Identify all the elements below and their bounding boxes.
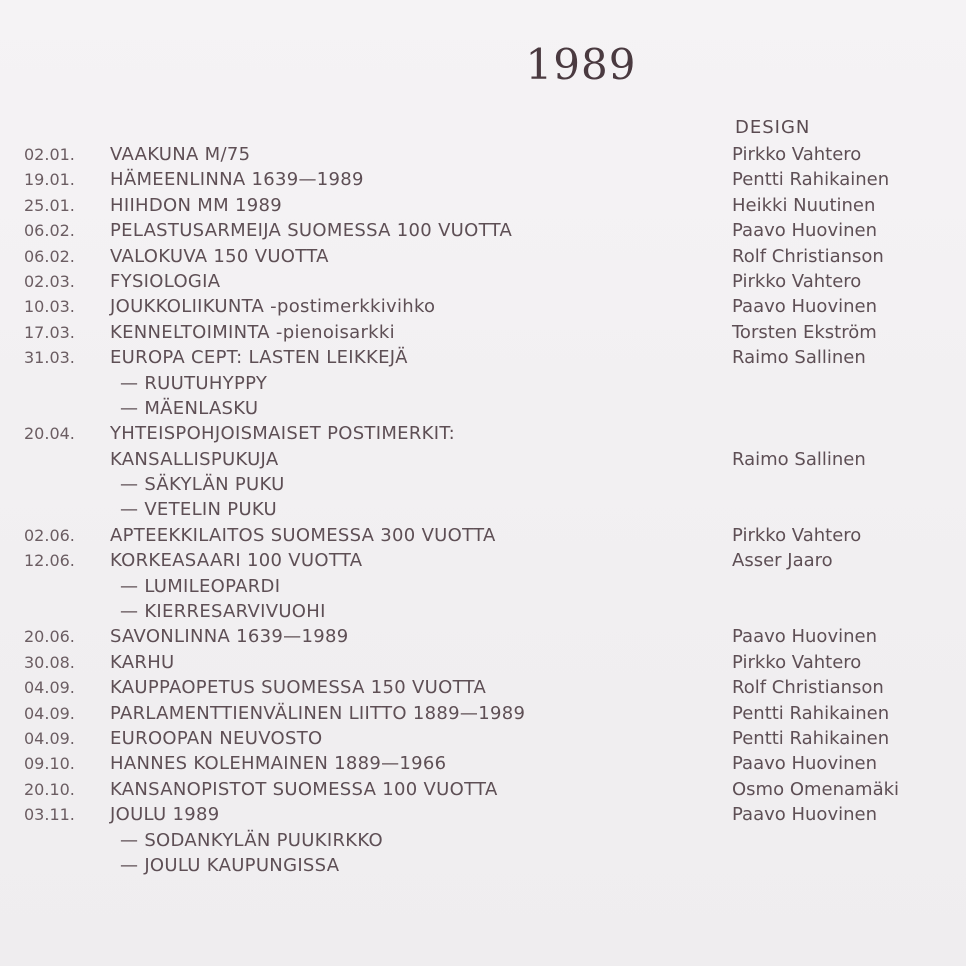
- stamp-date: 06.02.: [24, 246, 75, 266]
- list-item: [0, 474, 966, 499]
- stamp-designer: Rolf Christianson: [732, 677, 884, 699]
- stamp-date: 06.02.: [24, 221, 75, 241]
- stamp-date: 31.03.: [24, 348, 75, 368]
- list-item: [0, 626, 966, 651]
- stamp-designer: Osmo Omenamäki: [732, 778, 900, 800]
- list-item: [0, 398, 966, 423]
- stamp-designer: Pentti Rahikainen: [732, 702, 890, 724]
- stamp-title: PELASTUSARMEIJA SUOMESSA 100 VUOTTA: [110, 220, 513, 242]
- stamp-title: EUROOPAN NEUVOSTO: [110, 727, 323, 749]
- stamp-designer: Raimo Sallinen: [732, 347, 866, 369]
- stamp-title: KORKEASAARI 100 VUOTTA: [110, 550, 363, 572]
- list-item: [0, 246, 966, 271]
- list-item: [0, 499, 966, 524]
- stamp-title: KANSANOPISTOT SUOMESSA 100 VUOTTA: [110, 778, 498, 800]
- stamp-designer: Raimo Sallinen: [732, 448, 866, 470]
- stamp-title: YHTEISPOHJOISMAISET POSTIMERKIT:: [110, 423, 456, 445]
- stamp-date: 25.01.: [24, 195, 75, 215]
- stamp-list: [0, 144, 966, 880]
- stamp-date: 04.09.: [24, 703, 75, 723]
- list-item: [0, 296, 966, 321]
- stamp-designer: Paavo Huovinen: [732, 753, 877, 775]
- list-item: [0, 195, 966, 220]
- stamp-date: 19.01.: [24, 170, 75, 190]
- stamp-date: 30.08.: [24, 652, 75, 672]
- stamp-designer: Paavo Huovinen: [732, 220, 877, 242]
- stamp-title: JOULU 1989: [110, 804, 220, 826]
- stamp-date: 17.03.: [24, 322, 75, 342]
- stamp-designer: Rolf Christianson: [732, 245, 884, 267]
- list-item: [0, 677, 966, 702]
- stamp-designer: Pirkko Vahtero: [732, 144, 862, 165]
- stamp-title: SAVONLINNA 1639—1989: [110, 626, 349, 648]
- stamp-date: 04.09.: [24, 728, 75, 748]
- list-item: [0, 728, 966, 753]
- stamp-title: JOUKKOLIIKUNTA -postimerkkivihko: [110, 296, 436, 318]
- stamp-date: 02.03.: [24, 271, 75, 291]
- stamp-title: FYSIOLOGIA: [110, 270, 221, 292]
- stamp-designer: Pirkko Vahtero: [732, 651, 862, 673]
- stamp-title: — KIERRESARVIVUOHI: [120, 601, 326, 623]
- stamp-designer: Paavo Huovinen: [732, 804, 877, 826]
- list-item: [0, 779, 966, 804]
- design-column-header: DESIGN: [735, 117, 811, 138]
- stamp-title: VALOKUVA 150 VUOTTA: [110, 245, 329, 267]
- list-item: [0, 601, 966, 626]
- list-item: [0, 525, 966, 550]
- stamp-designer: Asser Jaaro: [732, 550, 833, 572]
- stamp-designer: Paavo Huovinen: [732, 296, 877, 318]
- stamp-title: KAUPPAOPETUS SUOMESSA 150 VUOTTA: [110, 677, 487, 699]
- stamp-title: KARHU: [110, 651, 175, 673]
- stamp-title: APTEEKKILAITOS SUOMESSA 300 VUOTTA: [110, 524, 496, 546]
- stamp-date: 02.06.: [24, 525, 75, 545]
- stamp-designer: Pirkko Vahtero: [732, 524, 862, 546]
- stamp-date: 02.01.: [24, 145, 75, 164]
- stamp-title: — RUUTUHYPPY: [120, 372, 268, 394]
- stamp-designer: Pentti Rahikainen: [732, 169, 890, 191]
- stamp-title: EUROPA CEPT: LASTEN LEIKKEJÄ: [110, 347, 408, 369]
- stamp-title: KENNELTOIMINTA -pienoisarkki: [110, 321, 395, 343]
- stamp-date: 20.10.: [24, 779, 75, 799]
- stamp-title: — MÄENLASKU: [120, 397, 259, 419]
- stamp-date: 12.06.: [24, 551, 75, 571]
- stamp-date: 09.10.: [24, 754, 75, 774]
- list-item: [0, 144, 966, 169]
- page-title: 1989: [525, 40, 637, 89]
- stamp-designer: Pirkko Vahtero: [732, 270, 862, 292]
- list-item: [0, 423, 966, 448]
- list-item: [0, 271, 966, 296]
- stamp-date: 20.04.: [24, 424, 75, 444]
- stamp-designer: Heikki Nuutinen: [732, 194, 876, 216]
- stamp-date: 03.11.: [24, 805, 75, 825]
- stamp-date: 10.03.: [24, 297, 75, 317]
- list-item: [0, 652, 966, 677]
- list-item: [0, 576, 966, 601]
- stamp-title: VAAKUNA M/75: [110, 144, 251, 165]
- list-item: [0, 703, 966, 728]
- list-item: [0, 169, 966, 194]
- list-item: [0, 449, 966, 474]
- stamp-title: HIIHDON MM 1989: [110, 194, 282, 216]
- list-item: [0, 550, 966, 575]
- list-item: [0, 347, 966, 372]
- list-item: [0, 753, 966, 778]
- stamp-title: — LUMILEOPARDI: [120, 575, 281, 597]
- stamp-title: HANNES KOLEHMAINEN 1889—1966: [110, 753, 447, 775]
- list-item: [0, 804, 966, 829]
- stamp-title: — VETELIN PUKU: [120, 499, 278, 521]
- list-item: [0, 220, 966, 245]
- list-item: [0, 855, 966, 880]
- stamp-title: PARLAMENTTIENVÄLINEN LIITTO 1889—1989: [110, 702, 526, 724]
- stamp-title: KANSALLISPUKUJA: [110, 448, 279, 470]
- stamp-title: HÄMEENLINNA 1639—1989: [110, 169, 364, 191]
- stamp-designer: Pentti Rahikainen: [732, 727, 890, 749]
- stamp-designer: Torsten Ekström: [732, 321, 877, 343]
- stamp-designer: Paavo Huovinen: [732, 626, 877, 648]
- list-item: [0, 322, 966, 347]
- stamp-title: — SÄKYLÄN PUKU: [120, 474, 285, 496]
- stamp-date: 20.06.: [24, 627, 75, 647]
- stamp-date: 04.09.: [24, 678, 75, 698]
- list-item: [0, 830, 966, 855]
- list-item: [0, 373, 966, 398]
- stamp-title: — JOULU KAUPUNGISSA: [120, 854, 340, 876]
- stamp-title: — SODANKYLÄN PUUKIRKKO: [120, 829, 383, 851]
